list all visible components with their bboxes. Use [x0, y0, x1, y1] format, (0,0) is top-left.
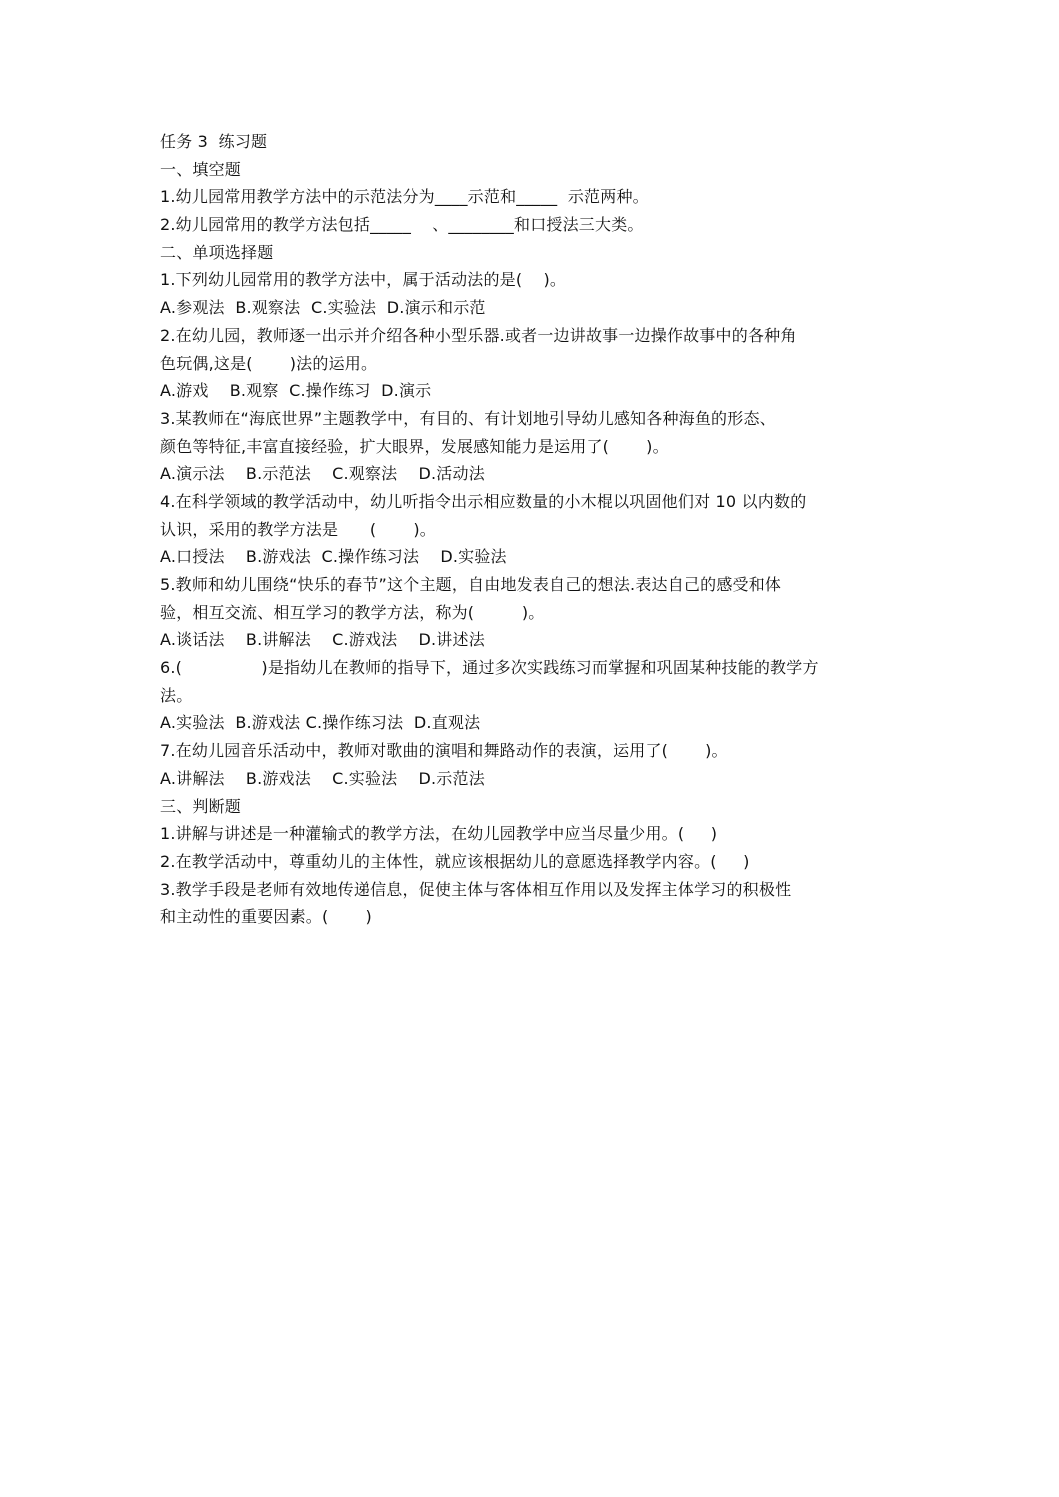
choice-question-2-cont: 色玩偶,这是( )法的运用。 — [160, 353, 378, 373]
judgment-question-1: 1.讲解与讲述是一种灌输式的教学方法，在幼儿园教学中应当尽量少用。( ) — [160, 824, 718, 844]
choice-question-5: 5.教师和幼儿围绕“快乐的春节”这个主题，自由地发表自己的想法.表达自己的感受和体 — [160, 575, 782, 594]
section-heading-single-choice: 二、单项选择题 — [160, 242, 274, 262]
choice-options-5: A.谈话法 B.讲解法 C.游戏法 D.讲述法 — [160, 630, 485, 650]
choice-question-3: 3.某教师在“海底世界”主题教学中，有目的、有计划地引导幼儿感知各种海鱼的形态、 — [160, 408, 776, 428]
choice-question-4: 4.在科学领域的教学活动中，幼儿听指令出示相应数量的小木棍以巩固他们对 10 以内数的 — [160, 491, 807, 511]
judgment-question-3: 3.教学手段是老师有效地传递信息，促使主体与客体相互作用以及发挥主体学习的积极性 — [160, 879, 792, 899]
fill-question-2: 2.幼儿园常用的教学方法包括_____ 、________和口授法三大类。 — [160, 215, 644, 235]
judgment-question-3-cont: 和主动性的重要因素。( ) — [160, 907, 372, 927]
choice-options-6: A.实验法 B.游戏法 C.操作练习法 D.直观法 — [160, 713, 481, 733]
judgment-question-2: 2.在教学活动中，尊重幼儿的主体性，就应该根据幼儿的意愿选择教学内容。( ) — [160, 851, 750, 871]
choice-question-3-cont: 颜色等特征,丰富直接经验，扩大眼界，发展感知能力是运用了( )。 — [160, 436, 669, 456]
choice-options-7: A.讲解法 B.游戏法 C.实验法 D.示范法 — [160, 768, 485, 788]
exercise-document — [160, 128, 920, 931]
choice-question-7: 7.在幼儿园音乐活动中，教师对歌曲的演唱和舞路动作的表演，运用了( )。 — [160, 741, 728, 761]
choice-question-2: 2.在幼儿园，教师逐一出示并介绍各种小型乐器.或者一边讲故事一边操作故事中的各种角 — [160, 325, 797, 345]
choice-question-4-cont: 认识，采用的教学方法是 ( )。 — [160, 519, 437, 539]
choice-question-6-cont: 法。 — [160, 685, 193, 705]
choice-question-6: 6.( )是指幼儿在教师的指导下，通过多次实践练习而掌握和巩固某种技能的教学方 — [160, 658, 819, 678]
document-title: 任务 3 练习题 — [160, 132, 268, 151]
choice-options-2: A.游戏 B.观察 C.操作练习 D.演示 — [160, 381, 432, 401]
fill-question-1: 1.幼儿园常用教学方法中的示范法分为____示范和_____ 示范两种。 — [160, 187, 649, 207]
choice-options-1: A.参观法 B.观察法 C.实验法 D.演示和示范 — [160, 298, 486, 318]
section-heading-fill-in: 一、填空题 — [160, 159, 242, 179]
section-heading-judgment: 三、判断题 — [160, 796, 242, 816]
choice-question-1: 1.下列幼儿园常用的教学方法中，属于活动法的是( )。 — [160, 270, 567, 290]
choice-options-3: A.演示法 B.示范法 C.观察法 D.活动法 — [160, 464, 485, 484]
choice-options-4: A.口授法 B.游戏法 C.操作练习法 D.实验法 — [160, 547, 507, 567]
choice-question-5-cont: 验，相互交流、相互学习的教学方法，称为( )。 — [160, 602, 545, 622]
